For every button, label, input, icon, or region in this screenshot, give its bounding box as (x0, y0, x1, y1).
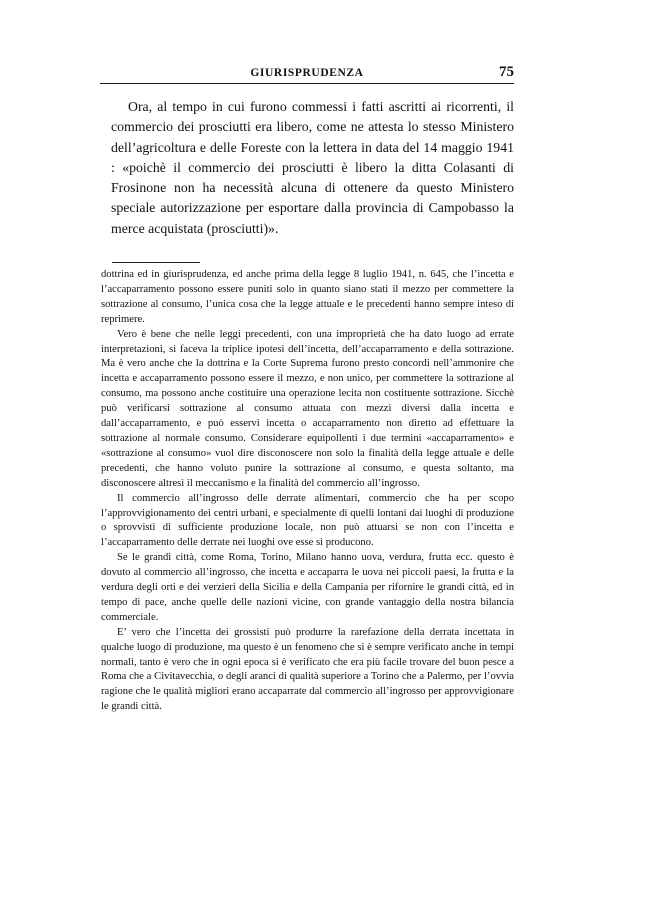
footnote-paragraph: Vero è bene che nelle leggi precedenti, con una improprietà che ha dato luogo ad errate interpretazioni, si faceva la triplice ipotesi dell’incetta, dell’accaparramento e della sottrazione. Ma è vero anche che la dottrina e la Corte Suprema furono presto concordi nell’ammonire che incetta e accaparramento possono essere il mezzo, e non unico, per commettere la sottrazione al consumo, ma possono anche costituire una operazione lecita non costituente sottrazione. Sicchè può verificarsi sottrazione al consumo attuata con mezzi diversi dalla incetta e dall’accaparramento, e può esservi incetta o accaparramento non diretto ad effettuare la sottrazione al normale consumo. Considerare equipollenti i due termini «accaparramento» e «sottrazione al consumo» vuol dire disconoscere non solo la finalità della legge attuale e delle precedenti, che hanno voluto punire la sottrazione al consumo, e questa soltanto, ma disconoscere altresì il meccanismo e la finalità del commercio all’ingrosso. (101, 328, 514, 489)
footnote-block (101, 268, 514, 715)
main-paragraph: Ora, al tempo in cui furono commessi i fatti ascritti ai ricorrenti, il commercio dei prosciutti era libero, come ne attesta lo stesso Ministero dell’agricoltura e delle Foreste con la lettera in data del 14 maggio 1941 : «poichè il commercio dei prosciutti è libero la ditta Colasanti di Frosinone non ha necessità alcuna di ottenere da questo Ministero speciale autorizzazione per esportare dalla provincia di Campobasso la merce acquistata (prosciutti)». (111, 99, 514, 236)
running-title: GIURISPRUDENZA (250, 67, 364, 79)
footnote-paragraph: Il commercio all’ingrosso delle derrate alimentari, commercio che ha per scopo l’approvvigionamento dei centri urbani, e specialmente di quelli lontani dai luoghi di produzione o sprovvisti di sufficiente produzione locale, non può attuarsi se non con l’incetta e l’accaparramento delle derrate nei luoghi ove esse si producono. (101, 492, 514, 549)
footnote-paragraph: E’ vero che l’incetta dei grossisti può produrre la rarefazione della derrata incettata in qualche luogo di produzione, ma questo è un fenomeno che si è sempre verificato anche in tempi normali, tanto è vero che in ogni epoca si è verificato che era più facile trovare del buon pesce a Roma che a Civitavecchia, o degli aranci di qualità superiore a Torino che a Palermo, per l’ovvia ragione che le qualità migliori erano accaparrate dal commercio all’ingrosso per approvvigionare le grandi città. (101, 626, 514, 713)
footnote-paragraph: dottrina ed in giurisprudenza, ed anche prima della legge 8 luglio 1941, n. 645, che l’incetta e l’accaparramento possono essere puniti solo in quanto siano stati il mezzo per commettere la sottrazione al consumo, l’unica cosa che la legge attuale e le precedenti hanno sempre inteso di reprimere. (101, 269, 514, 325)
footnote-paragraph: Se le grandi città, come Roma, Torino, Milano hanno uova, verdura, frutta ecc. questo è dovuto al commercio all’ingrosso, che incetta e accaparra le uova nei piccoli paesi, la frutta e la verdura degli orti e dei verzieri della Sicilia e della Campania per rifornire le grandi città, ed in tempo di pace, anche quelle delle nazioni vicine, con grande vantaggio della nostra bilancia commerciale. (101, 552, 514, 623)
running-head (100, 64, 514, 84)
page-number: 75 (499, 64, 514, 80)
footnote-separator (112, 262, 200, 263)
header-rule (100, 83, 514, 84)
